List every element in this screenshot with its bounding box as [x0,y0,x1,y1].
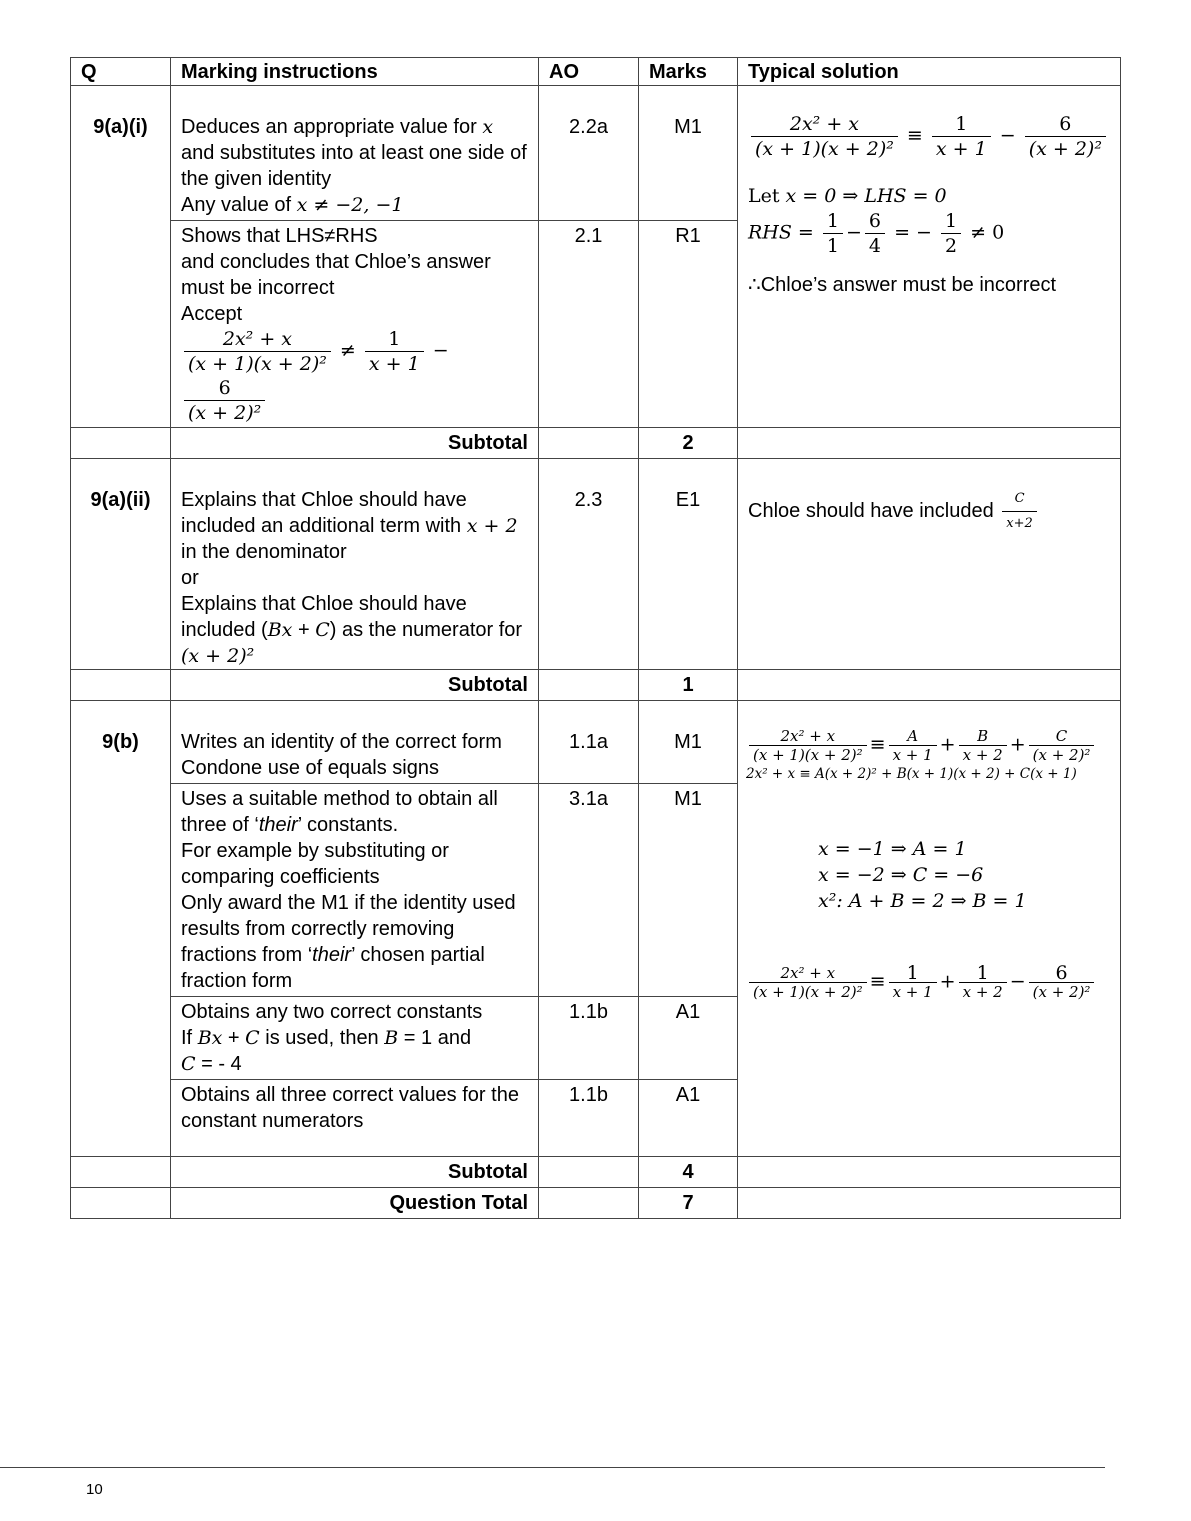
numerator: 1 [388,328,401,350]
header-instructions: Marking instructions [171,58,539,86]
numerator: 2x² + x [780,727,836,745]
text: Let [748,185,780,207]
neq-zero: ≠ 0 [970,221,1005,244]
empty-cell [71,428,171,459]
fraction [1029,727,1095,764]
step-1: x = −1 ⇒ A = 1 [818,838,967,860]
empty-cell [738,1157,1121,1188]
text: in the denominator [181,541,347,563]
fraction [941,209,961,258]
numerator: 6 [1055,962,1068,984]
text: Writes an identity of the correct form [181,731,502,753]
denominator: 1 [823,233,843,258]
q9b-instruction-4: Obtains all three correct values for the constant numerators [171,1080,539,1157]
step-3: x²: A + B = 2 ⇒ B = 1 [818,890,1027,912]
q9b-label: 9(b) [71,701,171,1157]
minus-symbol: − [432,339,449,362]
text: Shows that LHS≠RHS [181,225,378,247]
text: Deduces an appropriate value for [181,116,477,138]
empty-cell [738,1188,1121,1219]
denominator: (x + 2)² [184,400,265,425]
fraction [865,209,885,258]
let-line [748,183,1110,209]
equiv-symbol: ≡ [869,733,886,756]
fraction [184,327,331,376]
q9aii-subtotal-row [71,670,1121,701]
numerator: 2x² + x [222,328,292,350]
q9ai-ao-1: 2.2a [539,86,639,221]
text: Obtains any two correct constants [181,1001,483,1023]
text: + [222,1027,246,1049]
empty-cell [71,1188,171,1219]
numerator: 1 [945,210,958,232]
q9aii-mark: E1 [639,459,738,670]
denominator: (x + 1)(x + 2)² [184,351,331,376]
text: ’ constants. [297,814,399,836]
subtotal-label: Subtotal [171,428,539,459]
q9b-instruction-1 [171,701,539,784]
fraction [889,727,937,764]
math [467,515,518,537]
q9ai-subtotal-row [71,428,1121,459]
subtotal-label: Subtotal [171,670,539,701]
numerator: 1 [906,962,919,984]
text: + [292,619,316,641]
header-marks: Marks [639,58,738,86]
q9b-instruction-3 [171,997,539,1080]
minus-symbol: − [999,124,1016,147]
mark-scheme-table [70,57,1121,1219]
final-answer: $\frac{\text{2x² + x}}{\text{(x + 1)(x + 2)²}}$ ≡ $\frac{1}{x + 1}$ + $\frac{1}{x + 2}$ − $\frac{6}{\text{(x + 2)²}}$ [746,964,1110,1001]
header-row [71,58,1121,86]
text: ) as the numerator for [329,619,523,641]
empty-cell [738,670,1121,701]
q9aii-row [71,459,1121,670]
q9aii-instruction [171,459,539,670]
header-solution: Typical solution [738,58,1121,86]
math-expr: x + 2 [466,515,518,537]
denominator: x+2 [1002,511,1037,536]
text: Chloe should have included [748,499,994,522]
q9ai-row1 [71,86,1121,221]
text: Explains that Chloe should have included an additional term with [181,489,467,537]
text: Explains that Chloe should have included ( [181,593,467,641]
empty-cell [539,428,639,459]
numerator: 1 [826,210,839,232]
denominator: x + 1 [889,745,937,764]
text: Any value of [181,194,292,216]
text: ’ chosen partial fraction form [181,944,485,992]
numerator: 6 [1059,113,1072,135]
fraction [1025,112,1106,161]
math-bx: Bx [267,619,293,641]
minus-symbol: − [846,221,862,244]
subtotal-label: Subtotal [171,1157,539,1188]
numerator: 6 [218,377,231,399]
fraction [184,376,265,425]
q9b-mark-2: M1 [639,784,738,997]
header-q: Q [71,58,171,86]
denominator: x + 1 [365,351,424,376]
fraction [749,964,867,1001]
denominator: (x + 1)(x + 2)² [751,136,898,161]
math-condition: x ≠ −2, −1 [296,194,404,216]
text-italic: their [258,814,298,836]
q9b-subtotal-row [71,1157,1121,1188]
q9b-ao-1: 1.1a [539,701,639,784]
q9ai-solution [738,86,1121,428]
text: Accept [181,303,243,325]
math-bx: Bx [197,1027,223,1049]
conclusion: ∴Chloe’s answer must be incorrect [748,274,1057,296]
fraction [823,209,843,258]
text-italic: their [312,944,352,966]
fraction [959,727,1007,764]
q9b-mark-1: M1 [639,701,738,784]
text: = 1 and [398,1027,472,1049]
question-total-row [71,1188,1121,1219]
empty-cell [539,1157,639,1188]
q9b-solution [738,701,1121,1157]
fraction [1002,487,1037,536]
fraction [889,964,937,1001]
numerator: 1 [955,113,968,135]
math-expr: (x + 2)² [181,645,255,667]
numerator: 6 [868,210,882,232]
q9b-instruction-2 [171,784,539,997]
q9b-ao-4: 1.1b [539,1080,639,1157]
numerator: A [907,727,919,745]
q9b-ao-3: 1.1b [539,997,639,1080]
text: or [181,567,199,589]
question-total-label: Question Total [171,1188,539,1219]
q9b-mark-4: A1 [639,1080,738,1157]
q9b-ao-2: 3.1a [539,784,639,997]
fraction [1029,964,1095,1001]
text: and substitutes into at least one side of the given identity [181,142,527,190]
math-b: B [384,1027,399,1049]
equiv-symbol: ≡ [869,970,886,993]
fraction [959,964,1007,1001]
text: Uses a suitable method to obtain all three of ‘ [181,788,498,836]
math: x = 0 ⇒ LHS = 0 [785,185,947,207]
denominator: 2 [941,233,961,258]
denominator: (x + 2)² [1029,745,1095,764]
denominator: x + 2 [959,745,1007,764]
equiv-symbol: ≡ [906,124,923,147]
fraction [749,727,867,764]
solving-steps [818,836,1110,914]
empty-cell [539,1188,639,1219]
q9aii-ao: 2.3 [539,459,639,670]
math-x: x [482,116,494,138]
q9ai-instruction-1 [171,86,539,221]
math-c: C [181,1053,196,1075]
empty-cell [539,670,639,701]
numerator: C [1055,727,1068,745]
q9aii-label: 9(a)(ii) [71,459,171,670]
text: Only award the M1 if the identity used results from correctly removing fractions from ‘ [181,892,516,966]
q9ai-ao-2: 2.1 [539,221,639,428]
question-total-value: 7 [639,1188,738,1219]
fraction [751,112,898,161]
fraction [932,112,991,161]
denominator: (x + 1)(x + 2)² [749,982,867,1001]
rhs-label: RHS = [748,221,814,244]
numerator: 2x² + x [789,113,859,135]
identity-expanded: 2x² + x ≡ A(x + 2)² + B(x + 1)(x + 2) + C(x + 1) [746,766,1077,782]
empty-cell [71,1157,171,1188]
text: and concludes that Chloe’s answer must be incorrect [181,251,491,299]
header-ao: AO [539,58,639,86]
identity [748,112,1110,161]
q9ai-label: 9(a)(i) [71,86,171,428]
denominator: x + 1 [932,136,991,161]
numerator: 1 [976,962,989,984]
subtotal-value: 2 [639,428,738,459]
text: If [181,1027,193,1049]
q9ai-instruction-2 [171,221,539,428]
denominator: (x + 2)² [1025,136,1106,161]
text: For example by substituting or comparing coefficients [181,840,449,888]
accept-inequality [181,327,528,425]
denominator: 4 [865,233,885,258]
empty-cell [738,428,1121,459]
partial-fraction-form: $\frac{\text{2x² + x}}{\text{(x + 1)(x + 2)²}}$ ≡ $\frac{A}{x + 1}$ + $\frac{B}{x + 2}$ + $\frac{C}{\text{(x + 2)²}}$ [746,727,1110,764]
denominator: (x + 2)² [1029,982,1095,1001]
q9b-row1 [71,701,1121,784]
numerator: 2x² + x [780,964,836,982]
math-c: C [315,619,330,641]
text: Condone use of equals signs [181,757,439,779]
empty-cell [71,670,171,701]
numerator: C [1014,491,1025,506]
subtotal-value: 4 [639,1157,738,1188]
rhs-line [748,209,1110,258]
footer-divider [0,1467,1105,1468]
text: = - 4 [195,1053,242,1075]
q9ai-mark-2: R1 [639,221,738,428]
subtotal-value: 1 [639,670,738,701]
equals-minus: = − [894,221,932,244]
math-c: C [245,1027,260,1049]
q9aii-solution [738,459,1121,670]
fraction [365,327,424,376]
denominator: (x + 1)(x + 2)² [749,745,867,764]
numerator: B [977,727,989,745]
step-2: x = −2 ⇒ C = −6 [818,864,984,886]
neq-symbol: ≠ [339,339,356,362]
denominator: x + 1 [889,982,937,1001]
page-number: 10 [86,1481,103,1498]
q9b-mark-3: A1 [639,997,738,1080]
denominator: x + 2 [959,982,1007,1001]
text: is used, then [259,1027,379,1049]
q9ai-mark-1: M1 [639,86,738,221]
